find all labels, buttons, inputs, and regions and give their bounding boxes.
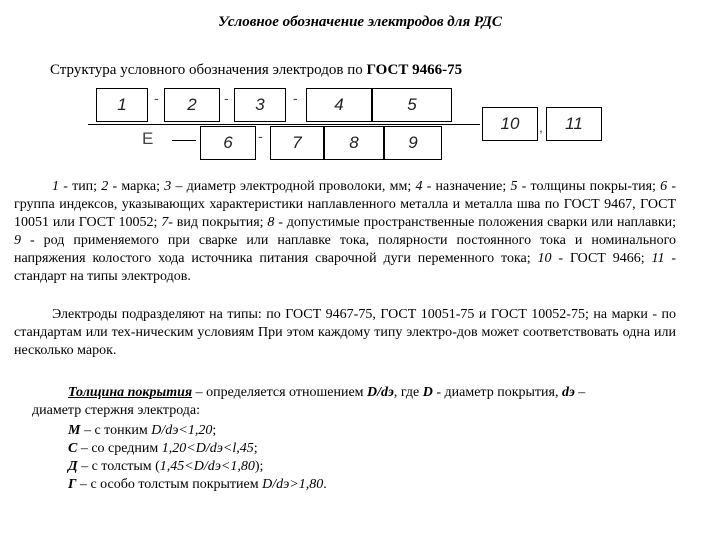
coating-letter: Г (68, 477, 77, 492)
coating-letter: М (68, 423, 81, 438)
coating-cond: D/dэ>1,80 (262, 477, 324, 492)
legend-num-2: 2 (101, 179, 109, 194)
box-6: 6 (200, 126, 256, 160)
legend-num-11: 11 (651, 251, 665, 266)
diagram-baseline (88, 124, 480, 125)
coating-intro-d: – (574, 385, 586, 400)
coating-definition (32, 384, 692, 420)
coating-desc: – со средним (77, 441, 162, 456)
coating-end: ; (212, 423, 217, 438)
legend-text-5: - толщины покры-тия; (517, 179, 661, 194)
coating-ratio: D/dэ (367, 385, 394, 400)
legend-text-6: - группа индексов, указывающих характеристики наплавленного металла и металла шва по ГОСТ 9467, ГОСТ 10051 или ГОСТ 10052; (14, 179, 677, 230)
coating-list (68, 422, 327, 494)
legend-num-6: 6 (660, 179, 668, 194)
legend-num-3: 3 (164, 179, 172, 194)
box-7: 7 (270, 126, 324, 160)
legend-num-9: 9 (14, 233, 21, 248)
legend-text-2: - марка; (108, 179, 165, 194)
dash-4: - (258, 128, 263, 144)
box-4: 4 (306, 88, 372, 122)
legend-num-8: 8 (267, 215, 275, 230)
coating-desc: – с толстым ( (77, 459, 160, 474)
legend-num-5: 5 (510, 179, 518, 194)
box-9: 9 (384, 126, 442, 160)
coating-item-d (68, 458, 327, 476)
coating-cond: D/dэ<1,20 (151, 423, 213, 438)
coating-cond: 1,20<D/dэ<l,45 (161, 441, 254, 456)
legend-text-1: - тип; (59, 179, 102, 194)
dash-3: - (293, 90, 298, 106)
coating-term: Толщина покрытия (68, 385, 193, 400)
legend-text-7: - вид покрытия; (168, 215, 268, 230)
types-paragraph: Электроды подразделяют на типы: по ГОСТ 9467-75, ГОСТ 10051-75 и ГОСТ 10052-75; на марки - по стандартам или тех-ническим условиям При этом каждому типу электро-дов может соответствовать одна или несколько марок. (14, 307, 676, 358)
comma: , (539, 119, 543, 135)
structure-heading-text: Структура условного обозначения электродов по (50, 62, 367, 78)
coating-end: ); (254, 459, 264, 474)
legend-text-3: – диаметр электродной проволоки, мм; (171, 179, 416, 194)
coating-cond: 1,45<D/dэ<1,80 (159, 459, 255, 474)
box-1: 1 (96, 88, 148, 122)
legend-num-4: 4 (415, 179, 423, 194)
coating-line-2: диаметр стержня электрода: (32, 403, 201, 418)
coating-end: . (323, 477, 327, 492)
box-5: 5 (372, 88, 452, 122)
legend-paragraph (14, 178, 676, 286)
coating-intro-c: - диаметр покрытия, (432, 385, 562, 400)
coating-item-s (68, 440, 327, 458)
coating-letter: Д (68, 459, 78, 474)
legend-text-10: - ГОСТ 9466; (551, 251, 652, 266)
page-title: Условное обозначение электродов для РДС (218, 14, 502, 30)
gost-reference: ГОСТ 9466-75 (366, 62, 463, 78)
dash-1: - (154, 90, 159, 106)
legend-num-1: 1 (52, 179, 59, 194)
legend-text-9: - род применяемого при сварке или наплавке тока, полярности постоянного тока и номинального напряжения колостого хода источника питания сварочной дуги переменного тока; (14, 233, 676, 266)
box-11: 11 (546, 107, 602, 141)
box-3: 3 (234, 88, 286, 122)
legend-text-4: - назначение; (422, 179, 511, 194)
coating-end: ; (253, 441, 258, 456)
coating-letter: С (68, 441, 78, 456)
legend-num-7: 7 (161, 215, 169, 230)
legend-text-8: - допустимые пространственные положения сварки или наплавки; (274, 215, 676, 230)
coating-d-symbol: D (422, 385, 433, 400)
box-8: 8 (324, 126, 384, 160)
coating-intro-b: , где (393, 385, 423, 400)
coating-item-g (68, 476, 327, 494)
e-connector (172, 140, 196, 141)
box-2: 2 (164, 88, 220, 122)
structure-heading (50, 62, 462, 79)
coating-intro-a: – определяется отношением (192, 385, 368, 400)
legend-num-10: 10 (537, 251, 552, 266)
box-10: 10 (482, 107, 538, 141)
e-label: Е (142, 129, 154, 148)
coating-desc: – с особо толстым покрытием (76, 477, 263, 492)
legend-text-11: - стандарт на типы электродов. (14, 251, 677, 284)
coating-desc: – с тонким (80, 423, 152, 438)
coating-de-symbol: dэ (561, 385, 575, 400)
dash-2: - (224, 90, 229, 106)
coating-item-m (68, 422, 327, 440)
